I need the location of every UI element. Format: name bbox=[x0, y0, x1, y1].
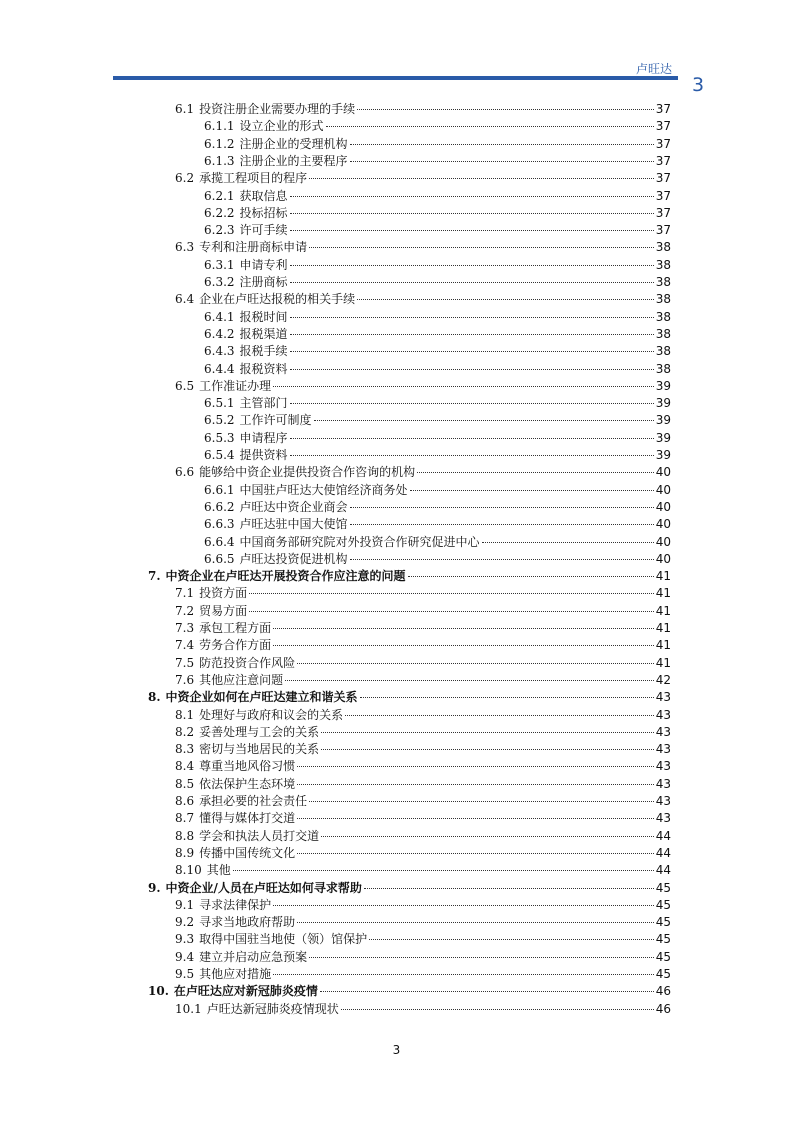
toc-entry-title: 传播中国传统文化 bbox=[199, 845, 296, 860]
toc-entry-number: 8.5 bbox=[175, 776, 195, 791]
toc-entry[interactable] bbox=[175, 776, 671, 793]
toc-leader-dots bbox=[350, 524, 654, 525]
toc-entry-number: 8.3 bbox=[175, 742, 195, 757]
toc-leader-dots bbox=[290, 438, 654, 439]
toc-leader-dots bbox=[297, 922, 654, 923]
toc-leader-dots bbox=[285, 680, 654, 681]
toc-entry-page: 40 bbox=[655, 534, 671, 549]
toc-entry[interactable] bbox=[204, 136, 671, 153]
toc-entry[interactable] bbox=[175, 914, 671, 931]
toc-entry-number: 6.5.2 bbox=[204, 413, 235, 428]
toc-entry[interactable] bbox=[175, 239, 671, 256]
toc-leader-dots bbox=[309, 957, 654, 958]
toc-entry-number: 7.3 bbox=[175, 621, 195, 635]
toc-entry-page: 38 bbox=[655, 344, 671, 359]
toc-entry-page: 41 bbox=[655, 603, 671, 618]
toc-entry-title: 学会和执法人员打交道 bbox=[199, 828, 320, 843]
toc-entry[interactable] bbox=[204, 274, 671, 291]
toc-entry[interactable] bbox=[175, 724, 671, 741]
toc-entry[interactable] bbox=[148, 983, 671, 1000]
toc-entry[interactable] bbox=[175, 966, 671, 983]
toc-entry-page: 37 bbox=[655, 153, 671, 168]
toc-entry[interactable] bbox=[204, 188, 671, 205]
toc-entry-number: 6.6.3 bbox=[204, 517, 235, 532]
toc-entry-title: 中资企业如何在卢旺达建立和谐关系 bbox=[165, 690, 358, 705]
toc-entry-title: 工作许可制度 bbox=[239, 413, 312, 428]
toc-entry-page: 38 bbox=[655, 275, 671, 289]
toc-entry-number: 8.9 bbox=[175, 845, 195, 860]
toc-entry-title: 投资方面 bbox=[199, 586, 248, 601]
toc-entry-number: 8.6 bbox=[175, 794, 195, 808]
toc-entry-number: 6.3.1 bbox=[204, 257, 235, 272]
toc-entry-title: 投资注册企业需要办理的手续 bbox=[199, 102, 356, 116]
toc-leader-dots bbox=[273, 905, 654, 906]
toc-entry-page: 37 bbox=[655, 205, 671, 220]
toc-entry-page: 37 bbox=[655, 171, 671, 186]
toc-entry[interactable] bbox=[204, 499, 671, 516]
toc-entry-number: 8.10 bbox=[175, 863, 202, 878]
toc-entry-page: 43 bbox=[655, 724, 671, 739]
toc-entry-title: 劳务合作方面 bbox=[199, 638, 272, 653]
toc-entry-number: 6.5 bbox=[175, 378, 195, 393]
toc-entry-title: 密切与当地居民的关系 bbox=[199, 742, 320, 757]
footer-page-number: 3 bbox=[392, 1043, 401, 1057]
toc-entry-title: 许可手续 bbox=[239, 223, 288, 238]
toc-leader-dots bbox=[249, 593, 654, 594]
toc-entry-page: 43 bbox=[655, 742, 671, 757]
toc-entry-title: 中资企业在卢旺达开展投资合作应注意的问题 bbox=[165, 569, 406, 584]
toc-leader-dots bbox=[290, 265, 654, 266]
toc-leader-dots bbox=[297, 784, 654, 785]
toc-leader-dots bbox=[341, 1009, 654, 1010]
toc-leader-dots bbox=[297, 853, 654, 854]
toc-leader-dots bbox=[297, 663, 654, 664]
toc-entry-page: 39 bbox=[655, 448, 671, 462]
toc-entry[interactable] bbox=[175, 620, 671, 637]
toc-entry-title: 中资企业/人员在卢旺达如何寻求帮助 bbox=[165, 880, 362, 895]
toc-entry-number: 7. bbox=[148, 569, 161, 584]
toc-entry[interactable] bbox=[204, 118, 671, 135]
toc-entry-number: 9.1 bbox=[175, 897, 195, 912]
toc-entry-title: 处理好与政府和议会的关系 bbox=[199, 707, 344, 722]
toc-leader-dots bbox=[357, 109, 654, 110]
toc-leader-dots bbox=[408, 576, 654, 577]
toc-entry[interactable] bbox=[175, 949, 671, 966]
toc-leader-dots bbox=[482, 542, 654, 543]
toc-leader-dots bbox=[364, 888, 654, 889]
toc-entry-title: 申请程序 bbox=[239, 430, 288, 445]
toc-entry-number: 6.1 bbox=[175, 102, 195, 116]
toc-entry-title: 中国商务部研究院对外投资合作研究促进中心 bbox=[239, 534, 480, 549]
toc-leader-dots bbox=[326, 126, 654, 127]
toc-entry[interactable] bbox=[204, 205, 671, 222]
toc-entry-title: 贸易方面 bbox=[199, 603, 248, 618]
toc-entry[interactable] bbox=[175, 897, 671, 914]
toc-entry-number: 6.6.2 bbox=[204, 499, 235, 514]
toc-entry-number: 7.4 bbox=[175, 638, 195, 653]
toc-entry-number: 6.5.3 bbox=[204, 430, 235, 445]
toc-entry[interactable] bbox=[204, 516, 671, 533]
toc-entry[interactable] bbox=[175, 931, 671, 948]
toc-entry[interactable] bbox=[175, 741, 671, 758]
toc-entry[interactable] bbox=[204, 534, 671, 551]
toc-entry-page: 38 bbox=[655, 292, 671, 307]
toc-entry-number: 8. bbox=[148, 690, 161, 705]
toc-entry-number: 6.5.1 bbox=[204, 396, 235, 411]
toc-entry-page: 38 bbox=[655, 240, 671, 255]
toc-entry[interactable] bbox=[204, 395, 671, 412]
toc-entry-page: 37 bbox=[655, 223, 671, 238]
toc-entry-number: 6.6.1 bbox=[204, 482, 235, 497]
toc-leader-dots bbox=[321, 749, 654, 750]
toc-entry-number: 6.2.2 bbox=[204, 205, 235, 220]
toc-entry-number: 7.2 bbox=[175, 603, 195, 618]
toc-entry-page: 40 bbox=[655, 499, 671, 514]
toc-entry-title: 报税渠道 bbox=[239, 326, 288, 341]
toc-leader-dots bbox=[350, 144, 654, 145]
toc-leader-dots bbox=[290, 334, 654, 335]
toc-entry[interactable] bbox=[175, 170, 671, 187]
toc-entry[interactable] bbox=[175, 845, 671, 862]
toc-entry-page: 38 bbox=[655, 257, 671, 272]
toc-entry-title: 承包工程方面 bbox=[199, 621, 272, 635]
toc-entry-page: 39 bbox=[655, 430, 671, 445]
toc-entry-page: 41 bbox=[655, 586, 671, 601]
toc-entry-page: 37 bbox=[655, 102, 671, 116]
toc-entry-number: 6.6 bbox=[175, 465, 195, 480]
toc-entry-page: 43 bbox=[655, 707, 671, 722]
toc-entry-page: 37 bbox=[655, 188, 671, 203]
toc-leader-dots bbox=[309, 247, 654, 248]
toc-leader-dots bbox=[314, 420, 654, 421]
toc-entry-page: 43 bbox=[655, 776, 671, 791]
toc-leader-dots bbox=[273, 628, 654, 629]
toc-entry-number: 8.2 bbox=[175, 724, 195, 739]
toc-leader-dots bbox=[290, 230, 654, 231]
toc-entry-page: 37 bbox=[655, 136, 671, 151]
toc-entry-page: 46 bbox=[655, 984, 671, 999]
toc-leader-dots bbox=[290, 369, 654, 370]
toc-entry-page: 41 bbox=[655, 621, 671, 635]
toc-entry-title: 卢旺达中资企业商会 bbox=[239, 499, 348, 514]
toc-entry-page: 41 bbox=[655, 569, 671, 584]
toc-entry-title: 专利和注册商标申请 bbox=[199, 240, 308, 255]
toc-entry-title: 报税手续 bbox=[239, 344, 288, 359]
toc-entry[interactable] bbox=[204, 430, 671, 447]
toc-entry-page: 46 bbox=[655, 1001, 671, 1016]
toc-entry[interactable] bbox=[204, 412, 671, 429]
toc-entry[interactable] bbox=[175, 862, 671, 879]
toc-entry-number: 9.5 bbox=[175, 967, 195, 981]
toc-entry-page: 45 bbox=[655, 949, 671, 964]
toc-entry-number: 6.4 bbox=[175, 292, 195, 307]
toc-leader-dots bbox=[290, 403, 654, 404]
toc-leader-dots bbox=[233, 870, 654, 871]
toc-entry-number: 6.5.4 bbox=[204, 448, 235, 462]
toc-entry[interactable] bbox=[204, 222, 671, 239]
toc-entry[interactable] bbox=[148, 880, 671, 897]
toc-entry[interactable] bbox=[175, 793, 671, 810]
toc-entry[interactable] bbox=[204, 482, 671, 499]
toc-entry[interactable] bbox=[175, 101, 671, 118]
toc-entry[interactable] bbox=[175, 637, 671, 654]
toc-entry-page: 42 bbox=[655, 672, 671, 687]
toc-entry[interactable] bbox=[148, 568, 671, 585]
toc-entry-page: 39 bbox=[655, 378, 671, 393]
toc-entry-number: 6.6.5 bbox=[204, 551, 235, 566]
toc-entry-page: 40 bbox=[655, 482, 671, 497]
toc-entry-title: 工作准证办理 bbox=[199, 378, 272, 393]
toc-entry-number: 7.1 bbox=[175, 586, 195, 601]
toc-entry-title: 建立并启动应急预案 bbox=[199, 949, 308, 964]
toc-entry-title: 承担必要的社会责任 bbox=[199, 794, 308, 808]
toc-entry-number: 6.4.4 bbox=[204, 361, 235, 376]
toc-entry[interactable] bbox=[175, 603, 671, 620]
toc-leader-dots bbox=[320, 991, 654, 992]
toc-entry-page: 44 bbox=[655, 828, 671, 843]
toc-entry-number: 9.3 bbox=[175, 932, 195, 947]
toc-entry-page: 43 bbox=[655, 690, 671, 705]
toc-entry-page: 37 bbox=[655, 119, 671, 134]
toc-entry[interactable] bbox=[175, 585, 671, 602]
toc-entry[interactable] bbox=[204, 447, 671, 464]
toc-entry-title: 卢旺达新冠肺炎疫情现状 bbox=[206, 1001, 339, 1016]
header-rule bbox=[113, 76, 678, 80]
toc-leader-dots bbox=[297, 818, 654, 819]
toc-entry[interactable] bbox=[175, 810, 671, 827]
toc-entry-number: 6.4.3 bbox=[204, 344, 235, 359]
toc-entry-title: 设立企业的形式 bbox=[239, 119, 324, 134]
toc-entry-page: 43 bbox=[655, 811, 671, 826]
toc-entry-title: 注册企业的主要程序 bbox=[239, 153, 348, 168]
toc-entry-title: 获取信息 bbox=[239, 188, 288, 203]
toc-entry[interactable] bbox=[175, 291, 671, 308]
toc-entry-title: 寻求法律保护 bbox=[199, 897, 272, 912]
toc-entry-title: 中国驻卢旺达大使馆经济商务处 bbox=[239, 482, 408, 497]
toc-leader-dots bbox=[350, 507, 654, 508]
toc-entry-page: 45 bbox=[655, 897, 671, 912]
toc-leader-dots bbox=[410, 490, 654, 491]
toc-entry-number: 10.1 bbox=[175, 1001, 202, 1016]
toc-entry-page: 40 bbox=[655, 517, 671, 532]
toc-entry-title: 懂得与媒体打交道 bbox=[199, 811, 296, 826]
toc-entry[interactable] bbox=[204, 551, 671, 568]
toc-entry-title: 报税资料 bbox=[239, 361, 288, 376]
toc-leader-dots bbox=[290, 351, 654, 352]
toc-entry-number: 9. bbox=[148, 880, 161, 895]
toc-entry[interactable] bbox=[204, 309, 671, 326]
toc-entry-page: 45 bbox=[655, 880, 671, 895]
toc-entry-page: 38 bbox=[655, 326, 671, 341]
toc-leader-dots bbox=[273, 645, 654, 646]
toc-entry[interactable] bbox=[204, 326, 671, 343]
toc-entry[interactable] bbox=[175, 1001, 671, 1018]
toc-entry-number: 8.1 bbox=[175, 707, 195, 722]
toc-entry-title: 投标招标 bbox=[239, 205, 288, 220]
toc-entry-number: 6.1.2 bbox=[204, 136, 235, 151]
toc-entry[interactable] bbox=[204, 153, 671, 170]
toc-entry-number: 6.1.1 bbox=[204, 119, 235, 134]
toc-entry[interactable] bbox=[175, 828, 671, 845]
toc-leader-dots bbox=[290, 196, 654, 197]
toc-entry[interactable] bbox=[148, 689, 671, 706]
toc-entry-number: 7.6 bbox=[175, 672, 195, 687]
toc-entry-page: 44 bbox=[655, 863, 671, 878]
toc-entry-number: 6.3 bbox=[175, 240, 195, 255]
toc-entry-page: 38 bbox=[655, 361, 671, 376]
header-title: 卢旺达 bbox=[635, 62, 672, 76]
toc-entry-title: 妥善处理与工会的关系 bbox=[199, 724, 320, 739]
toc-entry-number: 9.4 bbox=[175, 949, 195, 964]
toc-entry-number: 10. bbox=[148, 984, 169, 999]
toc-leader-dots bbox=[309, 801, 654, 802]
toc-leader-dots bbox=[369, 939, 654, 940]
toc-entry[interactable] bbox=[175, 378, 671, 395]
toc-entry-page: 40 bbox=[655, 551, 671, 566]
toc-entry-number: 8.7 bbox=[175, 811, 195, 826]
toc-entry-title: 其他 bbox=[206, 863, 231, 878]
toc-entry-number: 6.2.1 bbox=[204, 188, 235, 203]
toc-entry-number: 9.2 bbox=[175, 915, 195, 930]
toc-leader-dots bbox=[360, 697, 654, 698]
toc-entry-number: 8.8 bbox=[175, 828, 195, 843]
toc-entry-page: 41 bbox=[655, 638, 671, 653]
toc-leader-dots bbox=[290, 213, 654, 214]
toc-entry-title: 卢旺达投资促进机构 bbox=[239, 551, 348, 566]
toc-entry-title: 依法保护生态环境 bbox=[199, 776, 296, 791]
toc-entry-page: 39 bbox=[655, 396, 671, 411]
toc-leader-dots bbox=[417, 472, 654, 473]
header-page-badge: 3 bbox=[692, 74, 705, 96]
toc-entry[interactable] bbox=[175, 655, 671, 672]
toc-entry-number: 8.4 bbox=[175, 759, 195, 774]
toc-leader-dots bbox=[290, 455, 654, 456]
toc-entry[interactable] bbox=[175, 672, 671, 689]
toc-entry-title: 卢旺达驻中国大使馆 bbox=[239, 517, 348, 532]
toc-entry-page: 43 bbox=[655, 794, 671, 808]
toc-entry-number: 6.1.3 bbox=[204, 153, 235, 168]
toc-entry-number: 6.2 bbox=[175, 171, 195, 186]
toc-entry[interactable] bbox=[204, 257, 671, 274]
toc-entry-page: 45 bbox=[655, 915, 671, 930]
toc-entry-title: 承揽工程项目的程序 bbox=[199, 171, 308, 186]
toc-entry-page: 41 bbox=[655, 655, 671, 670]
toc-entry-number: 7.5 bbox=[175, 655, 195, 670]
toc-leader-dots bbox=[357, 299, 654, 300]
toc-entry-title: 寻求当地政府帮助 bbox=[199, 915, 296, 930]
toc-leader-dots bbox=[290, 282, 654, 283]
toc-entry-title: 能够给中资企业提供投资合作咨询的机构 bbox=[199, 465, 416, 480]
toc-entry-page: 45 bbox=[655, 967, 671, 981]
toc-entry-title: 注册企业的受理机构 bbox=[239, 136, 348, 151]
toc-entry-title: 主管部门 bbox=[239, 396, 288, 411]
toc-entry[interactable] bbox=[175, 758, 671, 775]
toc-entry-number: 6.6.4 bbox=[204, 534, 235, 549]
toc-entry-page: 38 bbox=[655, 309, 671, 324]
toc-entry-title: 注册商标 bbox=[239, 275, 288, 289]
toc-entry-title: 尊重当地风俗习惯 bbox=[199, 759, 296, 774]
toc-leader-dots bbox=[297, 766, 654, 767]
toc-leader-dots bbox=[350, 161, 654, 162]
toc-entry[interactable] bbox=[175, 464, 671, 481]
toc-entry-title: 其他应对措施 bbox=[199, 967, 272, 981]
toc-leader-dots bbox=[249, 611, 654, 612]
toc-entry-number: 6.4.2 bbox=[204, 326, 235, 341]
toc-leader-dots bbox=[290, 317, 654, 318]
toc-entry-title: 在卢旺达应对新冠肺炎疫情 bbox=[173, 984, 318, 999]
toc-entry-number: 6.2.3 bbox=[204, 223, 235, 238]
toc-leader-dots bbox=[309, 178, 654, 179]
toc-entry-title: 提供资料 bbox=[239, 448, 288, 462]
toc-leader-dots bbox=[273, 386, 654, 387]
toc-entry-title: 报税时间 bbox=[239, 309, 288, 324]
toc-entry-number: 6.4.1 bbox=[204, 309, 235, 324]
toc-entry-page: 44 bbox=[655, 845, 671, 860]
toc-entry[interactable] bbox=[204, 343, 671, 360]
toc-entry-page: 45 bbox=[655, 932, 671, 947]
toc-leader-dots bbox=[345, 715, 654, 716]
toc-leader-dots bbox=[273, 974, 654, 975]
toc-entry-title: 防范投资合作风险 bbox=[199, 655, 296, 670]
toc-entry-page: 43 bbox=[655, 759, 671, 774]
toc-entry[interactable] bbox=[175, 707, 671, 724]
toc-entry-title: 取得中国驻当地使（领）馆保护 bbox=[199, 932, 368, 947]
toc-entry[interactable] bbox=[204, 361, 671, 378]
toc-leader-dots bbox=[321, 836, 654, 837]
toc-entry-page: 40 bbox=[655, 465, 671, 480]
toc-entry-title: 企业在卢旺达报税的相关手续 bbox=[199, 292, 356, 307]
toc-entry-page: 39 bbox=[655, 413, 671, 428]
toc-entry-title: 申请专利 bbox=[239, 257, 288, 272]
toc-entry-title: 其他应注意问题 bbox=[199, 672, 284, 687]
toc-entry-number: 6.3.2 bbox=[204, 275, 235, 289]
toc-leader-dots bbox=[350, 559, 654, 560]
toc-leader-dots bbox=[321, 732, 654, 733]
